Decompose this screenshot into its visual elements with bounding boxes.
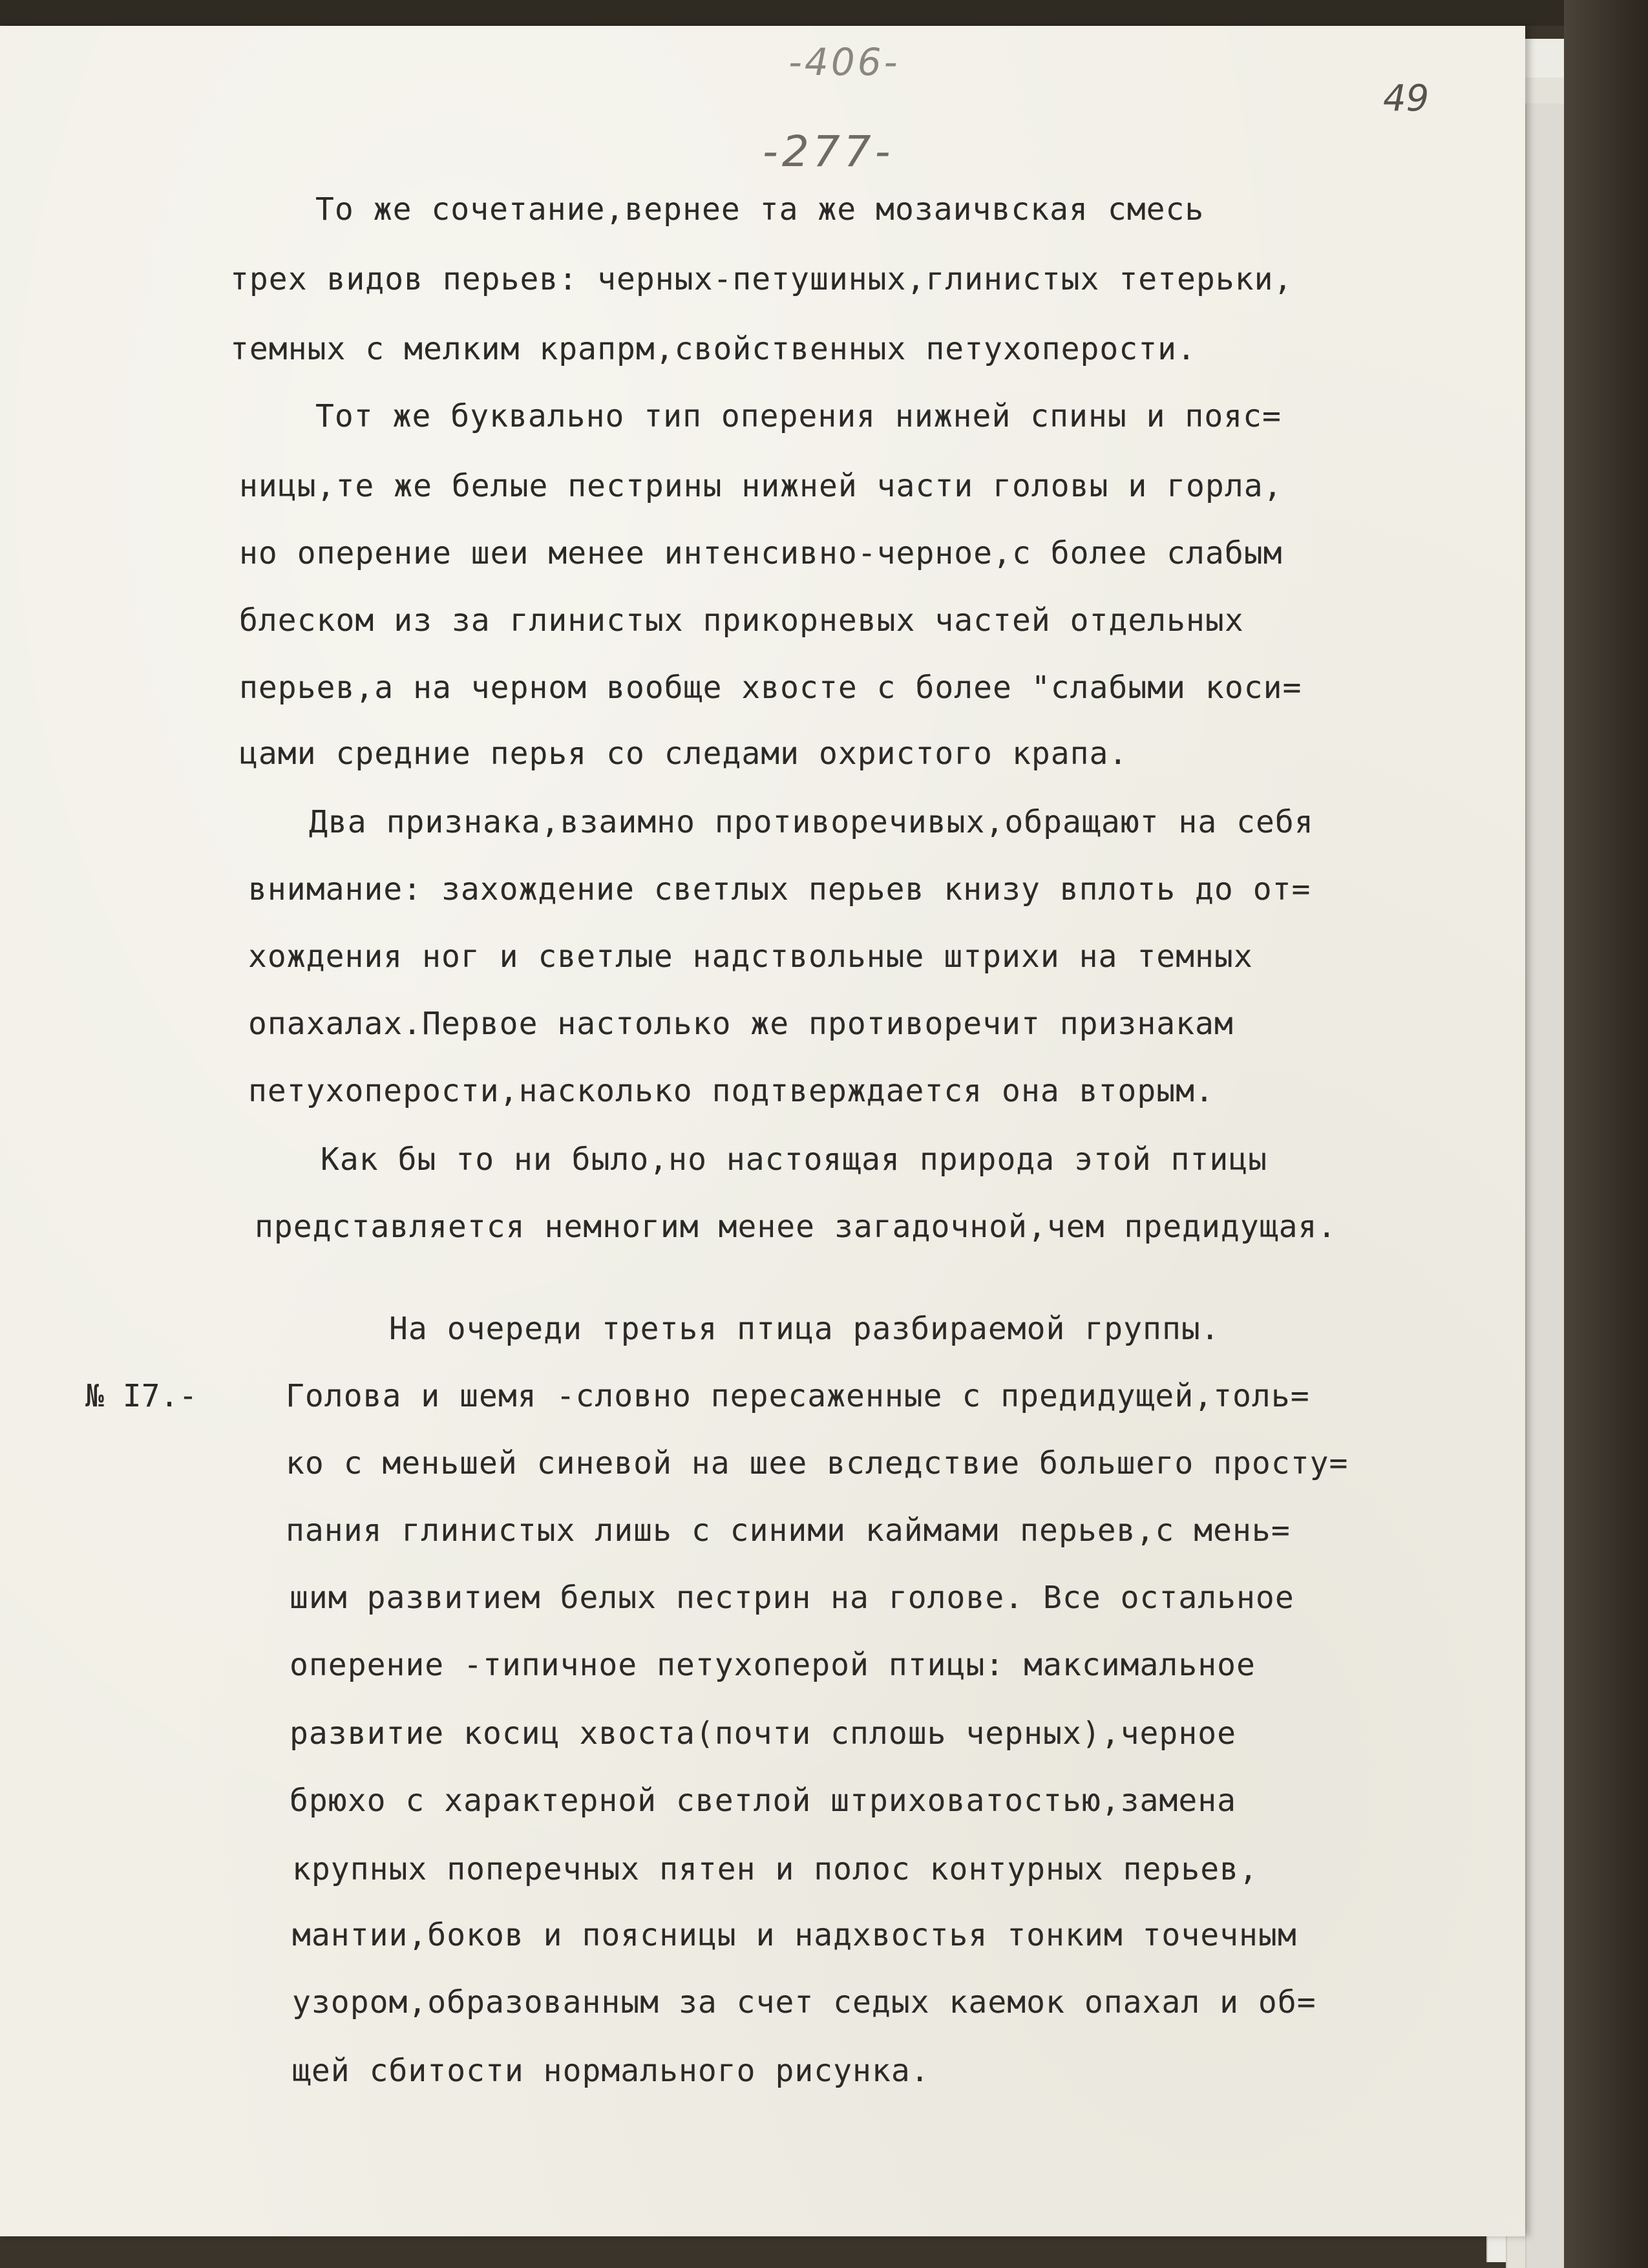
- text-line: На очереди третья птица разбираемой группы.: [389, 1311, 1220, 1347]
- text-line: петухоперости,насколько подтверждается она вторым.: [248, 1073, 1214, 1109]
- text-line: узором,образованным за счет седых каемок опахал и об=: [292, 1984, 1316, 2020]
- text-line: пания глинистых лишь с синими каймами перьев,с мень=: [286, 1512, 1291, 1549]
- text-line: развитие косиц хвоста(почти сплошь черных),черное: [290, 1715, 1237, 1752]
- text-line: но оперение шеи менее интенсивно-черное,с более слабым: [239, 535, 1283, 571]
- text-line: оперение -типичное петухоперой птицы: максимальное: [290, 1647, 1256, 1683]
- text-line: ницы,те же белые пестрины нижней части головы и горла,: [239, 468, 1283, 504]
- text-line: представляется немногим менее загадочной,чем предидущая.: [255, 1209, 1337, 1245]
- page-number: -277-: [763, 127, 894, 176]
- text-line: блеском из за глинистых прикорневых частей отдельных: [239, 602, 1244, 639]
- text-line: цами средние перья со следами охристого крапа.: [239, 736, 1128, 772]
- text-line: Тот же буквально тип оперения нижней спины и пояс=: [315, 398, 1282, 434]
- text-line: внимание: захождение светлых перьев книзу вплоть до от=: [248, 871, 1311, 907]
- text-line: Как бы то ни было,но настоящая природа этой птицы: [321, 1141, 1268, 1178]
- text-line: ко с меньшей синевой на шее вследствие большего просту=: [286, 1445, 1349, 1481]
- text-line: шим развитием белых пестрин на голове. Все остальное: [290, 1580, 1294, 1616]
- text-line: мантии,боков и поясницы и надхвостья тонким точечным: [292, 1917, 1297, 1953]
- text-line: темных с мелким крапрм,свойственных петухоперости.: [230, 331, 1196, 367]
- page-edge: [1525, 103, 1565, 2268]
- text-line: перьев,а на черном вообще хвосте с более "слабыми коси=: [239, 670, 1302, 706]
- text-line: крупных поперечных пятен и полос контурных перьев,: [292, 1851, 1258, 1887]
- text-line: Голова и шемя -словно пересаженные с предидущей,толь=: [286, 1378, 1310, 1414]
- text-line: трех видов перьев: черных-петушиных,глинистых тетерьки,: [230, 261, 1293, 297]
- sheet-number: 49: [1383, 78, 1430, 120]
- archive-number: -406-: [788, 40, 900, 84]
- text-line: щей сбитости нормального рисунка.: [292, 2053, 930, 2089]
- scan-right-border: [1564, 0, 1648, 2268]
- text-line: брюхо с характерной светлой штриховатостью,замена: [290, 1783, 1237, 1819]
- text-line: опахалах.Первое настолько же противоречит признакам: [248, 1006, 1234, 1042]
- specimen-number-label: № I7.-: [85, 1378, 198, 1414]
- scan-top-border: [0, 0, 1648, 26]
- text-line: То же сочетание,вернее та же мозаичвская смесь: [315, 191, 1205, 228]
- text-line: Два признака,взаимно противоречивых,обращают на себя: [309, 804, 1314, 840]
- text-line: хождения ног и светлые надствольные штрихи на темных: [248, 938, 1253, 975]
